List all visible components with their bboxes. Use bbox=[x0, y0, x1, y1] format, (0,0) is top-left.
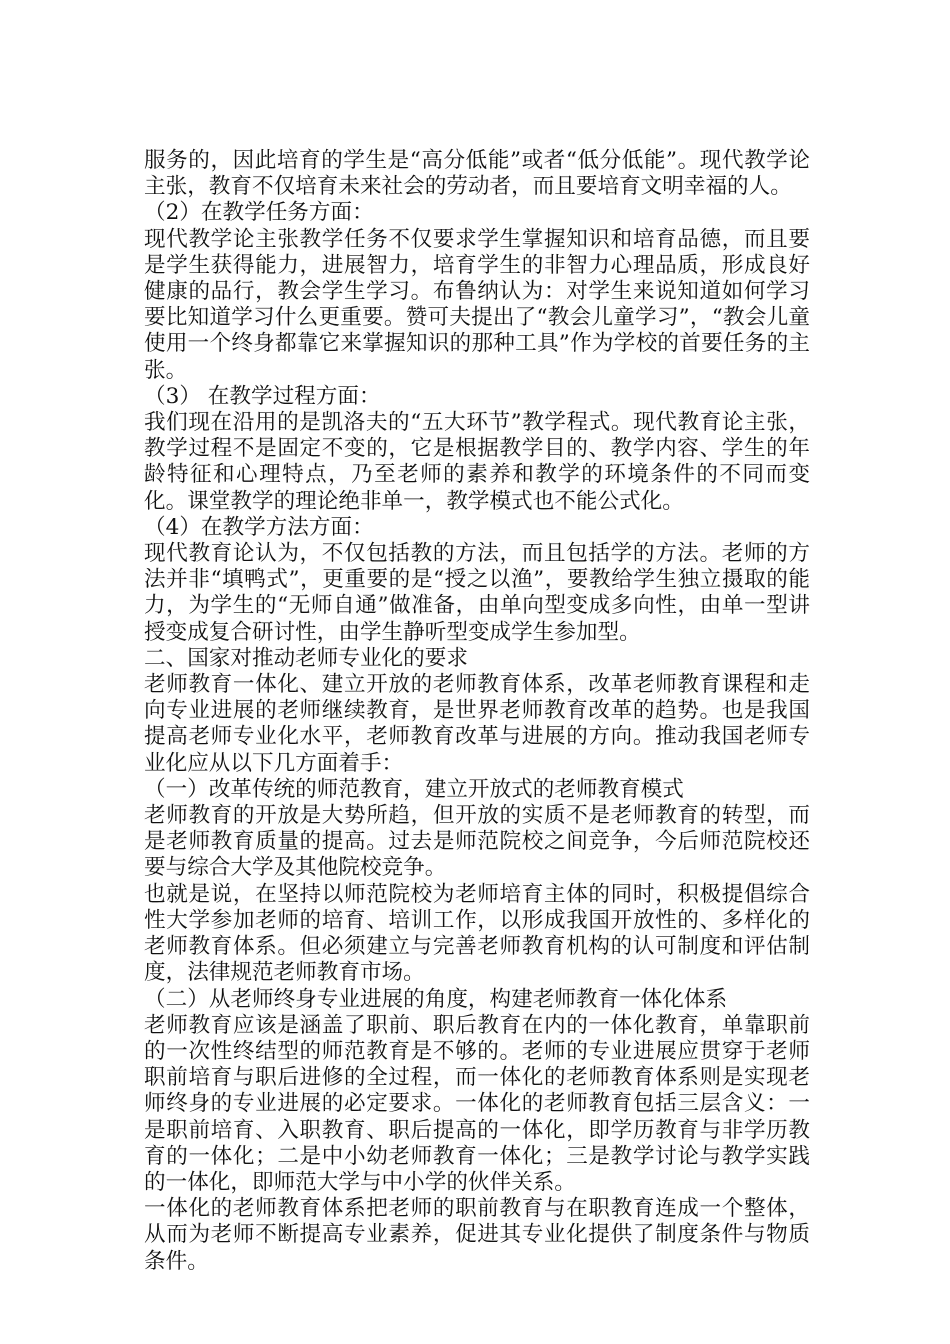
paragraph: 老师教育应该是涵盖了职前、职后教育在内的一体化教育，单靠职前的一次性终结型的师范教育是不够的。老师的专业进展应贯穿于老师职前培育与职后进修的全过程，而一体化的老师教育体系则是实现老师终身的专业进展的必定要求。一体化的老师教育包括三层含义：一是职前培育、入职教育、职后提高的一体化，即学历教育与非学历教育的一体化；二是中小幼老师教育一体化；三是教学讨论与教学实践的一体化，即师范大学与中小学的伙伴关系。 bbox=[144, 1012, 810, 1195]
section-heading: （4）在教学方法方面： bbox=[144, 514, 374, 540]
section-heading: （一）改革传统的师范教育，建立开放式的老师教育模式 bbox=[144, 776, 684, 802]
paragraph: 一体化的老师教育体系把老师的职前教育与在职教育连成一个整体，从而为老师不断提高专业素养，促进其专业化提供了制度条件与物质条件。 bbox=[144, 1196, 810, 1274]
paragraph: 现代教学论主张教学任务不仅要求学生掌握知识和培育品德，而且要是学生获得能力，进展智力，培育学生的非智力心理品质，形成良好健康的品行，教会学生学习。布鲁纳认为：对学生来说知道如何学习要比知道学习什么更重要。赞可夫提出了“教会儿童学习”，“教会儿童使用一个终身都靠它来掌握知识的那种工具”作为学校的首要任务的主张。 bbox=[144, 226, 810, 383]
section-heading: （2）在教学任务方面： bbox=[144, 200, 374, 226]
paragraph: 老师教育的开放是大势所趋，但开放的实质不是老师教育的转型，而是老师教育质量的提高。过去是师范院校之间竞争，今后师范院校还要与综合大学及其他院校竞争。 bbox=[144, 803, 810, 881]
paragraph: 老师教育一体化、建立开放的老师教育体系，改革老师教育课程和走向专业进展的老师继续教育，是世界老师教育改革的趋势。也是我国提高老师专业化水平，老师教育改革与进展的方向。推动我国老师专业化应从以下几方面着手： bbox=[144, 672, 810, 776]
paragraph: 我们现在沿用的是凯洛夫的“五大环节”教学程式。现代教育论主张，教学过程不是固定不变的，它是根据教学目的、教学内容、学生的年龄特征和心理特点，乃至老师的素养和教学的环境条件的不同而变化。课堂教学的理论绝非单一，教学模式也不能公式化。 bbox=[144, 410, 810, 514]
section-heading: （二）从老师终身专业进展的角度，构建老师教育一体化体系 bbox=[144, 986, 728, 1012]
paragraph: 也就是说，在坚持以师范院校为老师培育主体的同时，积极提倡综合性大学参加老师的培育、培训工作，以形成我国开放性的、多样化的老师教育体系。但必须建立与完善老师教育机构的认可制度和评估制度，法律规范老师教育市场。 bbox=[144, 881, 810, 986]
paragraph: 服务的，因此培育的学生是“高分低能”或者“低分低能”。现代教学论主张，教育不仅培育未来社会的劳动者，而且要培育文明幸福的人。 bbox=[144, 148, 810, 200]
paragraph: 现代教育论认为，不仅包括教的方法，而且包括学的方法。老师的方法并非“填鸭式”，更重要的是“授之以渔”，要教给学生独立摄取的能力，为学生的“无师自通”做准备，由单向型变成多向性，由单一型讲授变成复合研讨性，由学生静听型变成学生参加型。 bbox=[144, 541, 810, 645]
section-heading: （3） 在教学过程方面： bbox=[144, 383, 381, 409]
section-heading: 二、国家对推动老师专业化的要求 bbox=[144, 645, 468, 671]
document-page bbox=[144, 148, 810, 1275]
